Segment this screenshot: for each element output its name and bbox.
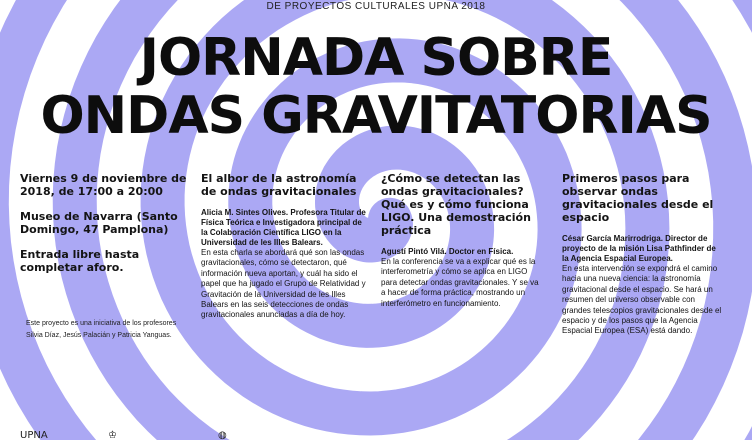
event-date: Viernes 9 de noviembre de 2018, de 17:00 a 20:00: [20, 172, 187, 198]
page-title-line-1: JORNADA SOBRE: [139, 28, 613, 88]
talk-column-1: [201, 172, 366, 321]
upna-logo: UPNA: [20, 430, 48, 440]
project-topline: DE PROYECTOS CULTURALES UPNA 2018: [266, 1, 486, 12]
talk-3-title: Primeros pasos para observar ondas gravitacionales desde el espacio: [562, 172, 714, 224]
talk-column-2: [381, 172, 541, 309]
event-venue: Museo de Navarra (Santo Domingo, 47 Pamplona): [20, 210, 178, 236]
talk-1-title: El albor de la astronomía de ondas gravitacionales: [201, 172, 357, 198]
event-entry: Entrada libre hasta completar aforo.: [20, 248, 140, 274]
talk-3-description: En esta intervención se expondrá el camino hacia una nueva ciencia: la astronomía gravitacional desde el espacio. Se hará un resumen del universo observable con grandes telescopios gravitacionales desde el espacio y de los pasos que la Agencia Espacial Europea (ESA) está dando.: [562, 264, 722, 336]
page-title-line-2: ONDAS GRAVITATORIAS: [40, 86, 712, 146]
talk-2-speaker: Agustí Pintó Vilá. Doctor en Física.: [381, 247, 514, 256]
talk-2-description: En la conferencia se va a explicar qué es la interferometría y cómo se aplica en LIGO para detectar ondas gravitacionales. Y se va a hacer de forma práctica, mostrando un interferómetro en funcionamiento.: [381, 257, 539, 308]
talk-column-3: [562, 172, 722, 337]
emblem-logo-icon: ◍: [218, 430, 227, 440]
talk-1-description: En esta charla se abordará qué son las ondas gravitacionales, cómo se detectaron, qué información nueva aportan, y cuál ha sido el papel que ha jugado el Grupo de Relatividad y Gravitación de la Universidad de les Illes Balears en las seis detecciones de ondas gravitacionales anunciadas a día de hoy.: [201, 248, 366, 320]
talk-2-title: ¿Cómo se detectan las ondas gravitacionales? Qué es y cómo funciona LIGO. Una demostración práctica: [381, 172, 531, 237]
event-info-column: [20, 172, 188, 286]
talk-3-speaker: César García Marirrodriga. Director de proyecto de la misión Lisa Pathfinder de la Agencia Espacial Europea.: [562, 234, 716, 263]
initiative-note: Este proyecto es una iniciativa de los profesores Silvia Díaz, Jesús Palacián y Patricia Yanguas.: [26, 320, 177, 339]
talk-1-speaker: Alicia M. Sintes Olives. Profesora Titular de Física Teórica e Investigadora principal de la Colaboración Científica LIGO en la Universidad de les Illes Balears.: [201, 208, 366, 247]
crown-logo-icon: ♔: [108, 430, 117, 440]
